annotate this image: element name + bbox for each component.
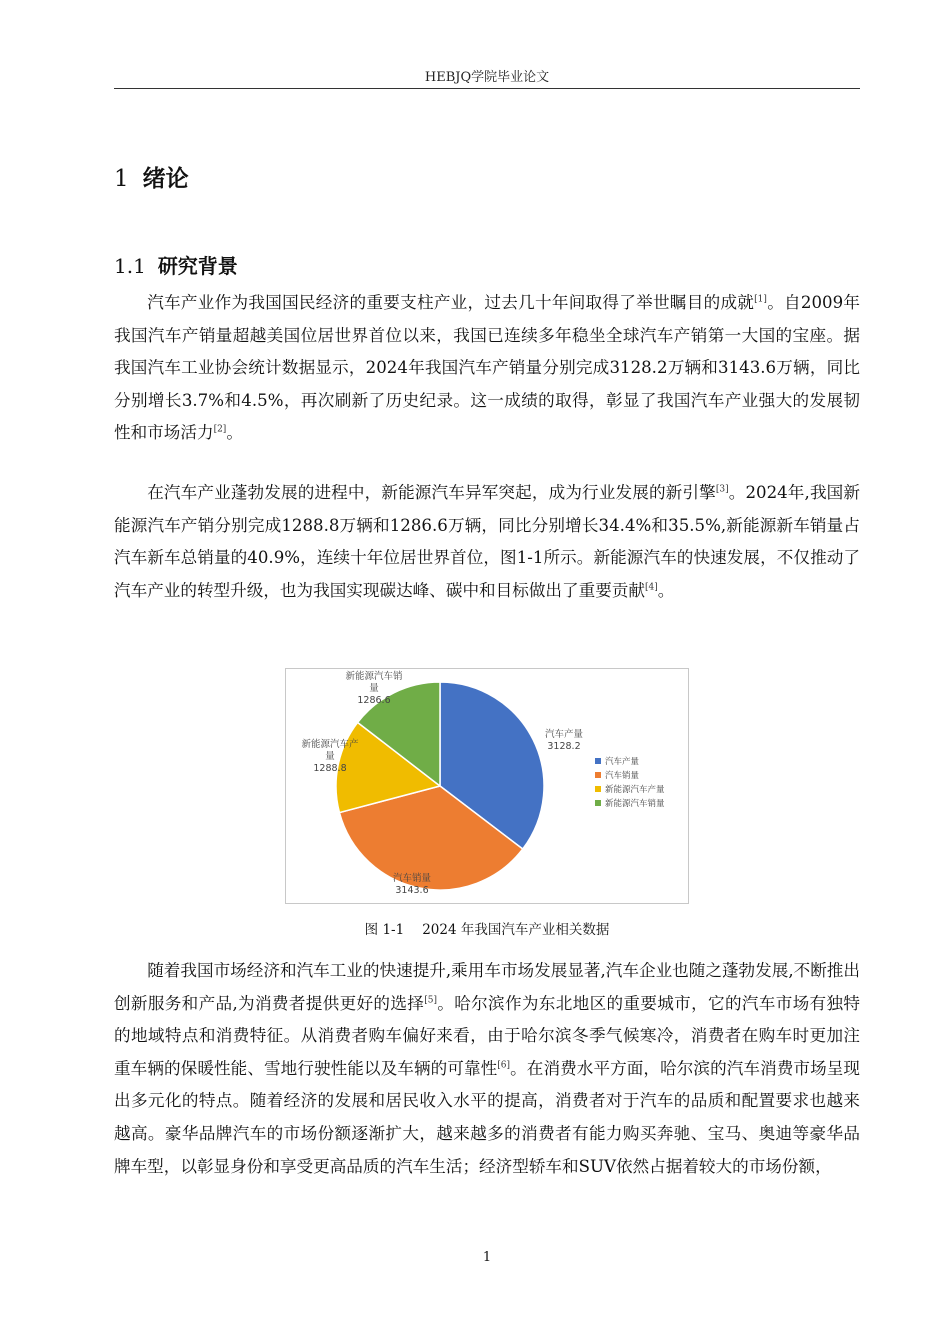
paragraph-text: 随着我国市场经济和汽车工业的快速提升,乘用车市场发展显著,汽车企业也随之蓬勃发展,不断推出创新服务和产品,为消费者提供更好的选择 xyxy=(114,961,860,1013)
chapter-title xyxy=(114,160,189,193)
body-paragraph xyxy=(114,955,860,1183)
paragraph-text: 。在消费水平方面，哈尔滨的汽车消费市场呈现出多元化的特点。随着经济的发展和居民收入水平的提高，消费者对于汽车的品质和配置要求也越来越高。豪华品牌汽车的市场份额逐渐扩大，越来越多的消费者有能力购买奔驰、宝马、奥迪等豪华品牌车型，以彰显身份和享受更高品质的汽车生活；经济型轿车和SUV依然占据着较大的市场份额， xyxy=(114,1058,861,1176)
legend-label: 汽车销量 xyxy=(605,771,640,781)
paragraph-text: 。自2009年我国汽车产销量超越美国位居世界首位以来，我国已连续多年稳坐全球汽车产销第一大国的宝座。据我国汽车工业协会统计数据显示，2024年我国汽车产销量分别完成3128.2万辆和3143.6万辆，同比分别增长3.7%和4.5%，再次刷新了历史纪录。这一成绩的取得，彰显了我国汽车产业强大的发展韧性和市场活力 xyxy=(114,293,861,443)
legend-label: 汽车产量 xyxy=(605,757,640,767)
pie-slice-label: 3143.6 xyxy=(395,885,429,896)
pie-slice-label: 新能源汽车销 xyxy=(345,671,403,682)
paragraph-text: 。哈尔滨作为东北地区的重要城市，它的汽车市场有独特的地域特点和消费特征。从消费者购车偏好来看，由于哈尔滨冬季气候寒冷，消费者在购车时更加注重车辆的保暖性能、雪地行驶性能以及车辆的可靠性 xyxy=(114,993,860,1078)
citation[interactable]: [3] xyxy=(715,484,729,495)
pie-slice-label: 量 xyxy=(325,751,335,762)
paragraph-text: 。 xyxy=(657,580,675,600)
section-title xyxy=(114,250,238,279)
legend-swatch xyxy=(595,800,601,806)
pie-slice-label: 3128.2 xyxy=(547,741,581,752)
chapter-number: 1 xyxy=(114,166,129,192)
chapter-title-text: 绪论 xyxy=(142,166,189,192)
paragraph-text: 。2024年,我国新能源汽车产销分别完成1288.8万辆和1286.6万辆，同比分别增长34.4%和35.5%,新能源新车销量占汽车新车总销量的40.9%，连续十年位居世界首位，图1-1所示。新能源汽车的快速发展，不仅推动了汽车产业的转型升级，也为我国实现碳达峰、碳中和目标做出了重要贡献 xyxy=(114,483,860,600)
pie-slice-label: 汽车销量 xyxy=(392,873,432,884)
legend-label: 新能源汽车销量 xyxy=(605,799,665,809)
citation[interactable]: [1] xyxy=(754,294,767,305)
legend-label: 新能源汽车产量 xyxy=(605,785,665,795)
figure-caption-text: 2024 年我国汽车产业相关数据 xyxy=(422,922,610,938)
figure-pie-chart xyxy=(285,668,689,904)
paragraph-text: 。 xyxy=(226,423,243,443)
running-header: HEBJQ学院毕业论文 xyxy=(424,70,550,85)
legend-swatch xyxy=(595,772,601,778)
pie-chart xyxy=(286,669,688,903)
paragraph-text: 汽车产业作为我国国民经济的重要支柱产业，过去几十年间取得了举世瞩目的成就 xyxy=(147,293,755,312)
body-paragraph xyxy=(114,287,860,450)
header-rule xyxy=(114,88,860,89)
figure-number: 图 1-1 xyxy=(364,922,405,938)
section-title-text: 研究背景 xyxy=(157,254,238,278)
pie-slice-label: 新能源汽车产 xyxy=(301,739,359,750)
legend-swatch xyxy=(595,758,601,764)
body-paragraph xyxy=(114,477,860,607)
pie-slice-label: 1288.8 xyxy=(313,763,347,774)
pie-slice-label: 汽车产量 xyxy=(544,729,584,740)
paragraph-text: 在汽车产业蓬勃发展的进程中，新能源汽车异军突起，成为行业发展的新引擎 xyxy=(147,483,716,502)
section-number: 1.1 xyxy=(114,254,146,278)
figure-caption xyxy=(114,918,860,938)
citation[interactable]: [5] xyxy=(424,995,437,1006)
citation[interactable]: [4] xyxy=(645,582,658,593)
citation[interactable]: [6] xyxy=(497,1060,511,1071)
page-number: 1 xyxy=(482,1250,492,1265)
legend-swatch xyxy=(595,786,601,792)
citation[interactable]: [2] xyxy=(213,424,227,435)
pie-slice-label: 1286.6 xyxy=(357,695,391,706)
pie-slice-label: 量 xyxy=(369,683,379,694)
